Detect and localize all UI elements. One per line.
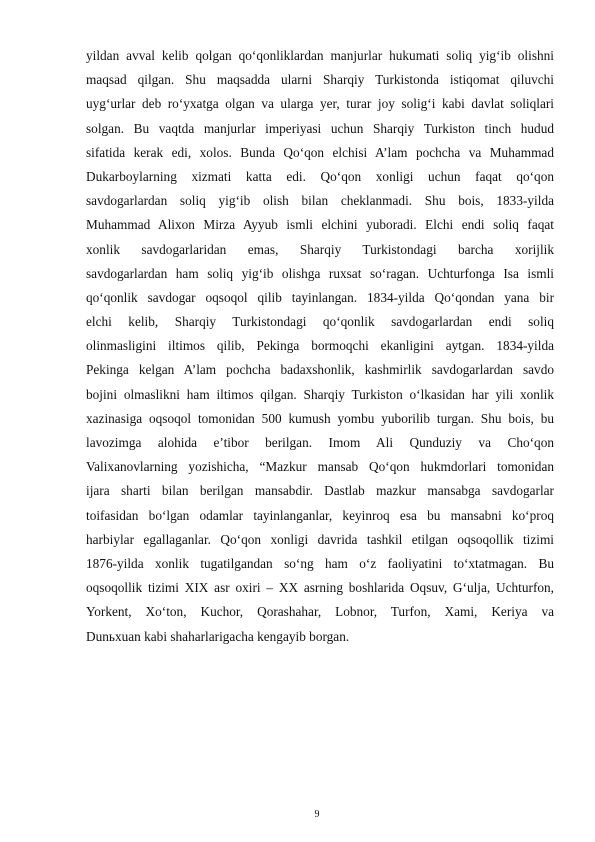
text-line: 1876-yilda xonlik tugatilgandan so‘ng ham o‘z faoliyatini to‘xtatmagan. Bu <box>86 555 554 571</box>
text-line: yildan avval kelib qolgan qo‘qonliklardan manjurlar hukumati soliq yig‘ib olishni <box>86 48 554 63</box>
text-line: bojini olmaslikni ham iltimos qilgan. Sharqiy Turkiston o‘lkasidan har yili xonlik <box>86 386 554 402</box>
text-line: harbiylar egallaganlar. Qo‘qon xonligi davrida tashkil etilgan oqsoqollik tizimi <box>86 531 554 547</box>
text-line: oqsoqollik tizimi XIX asr oxiri – XX asrning boshlarida Oqsuv, G‘ulja, Uchturfon, <box>86 580 554 596</box>
document-body <box>86 44 554 649</box>
text-line: elchi kelib, Sharqiy Turkistondagi qo‘qonlik savdogarlardan endi soliq <box>86 314 554 330</box>
text-line: sifatida kerak edi, xolos. Bunda Qo‘qon elchisi A’lam pochcha va Muhammad <box>86 144 554 160</box>
text-line: toifasidan bo‘lgan odamlar tayinlanganlar, keyinroq esa bu mansabni ko‘proq <box>86 507 554 523</box>
text-line: savdogarlardan soliq yig‘ib olish bilan cheklanmadi. Shu bois, 1833-yilda <box>86 193 554 209</box>
text-line: olinmasligini iltimos qilib, Pekinga bormoqchi ekanligini aytgan. 1834-yilda <box>86 338 554 354</box>
text-line: lavozimga alohida e’tibor berilgan. Imom Ali Qunduziy va Cho‘qon <box>86 435 554 450</box>
text-line: ijara sharti bilan berilgan mansabdir. Dastlab mazkur mansabga savdogarlar <box>86 483 554 499</box>
text-line: Pekinga kelgan A’lam pochcha badaxshonlik, kashmirlik savdogarlardan savdo <box>86 362 554 378</box>
text-line: uyg‘urlar deb ro‘yxatga olgan va ularga yer, turar joy solig‘i kabi davlat soliqlari <box>86 96 554 112</box>
text-line: qo‘qonlik savdogar oqsoqol qilib tayinlangan. 1834-yilda Qo‘qondan yana bir <box>86 289 554 305</box>
text-line: Yorkent, Xo‘ton, Kuchor, Qorashahar, Lobnor, Turfon, Xami, Keriya va <box>86 604 554 620</box>
text-line: savdogarlardan ham soliq yig‘ib olishga ruxsat so‘ragan. Uchturfonga Isa ismli <box>86 265 554 281</box>
page-number: 9 <box>314 809 320 820</box>
text-line-last: Dunьxuan kabi shaharlarigacha kengayib borgan. <box>86 628 350 644</box>
text-line: Muhammad Alixon Mirza Ayyub ismli elchini yuboradi. Elchi endi soliq faqat <box>86 217 554 233</box>
text-line: xazinasiga oqsoqol tomonidan 500 kumush yombu yuborilib turgan. Shu bois, bu <box>86 410 554 426</box>
text-line: Dukarboylarning xizmati katta edi. Qo‘qon xonligi uchun faqat qo‘qon <box>86 168 554 184</box>
text-line: maqsad qilgan. Shu maqsadda ularni Sharqiy Turkistonda istiqomat qiluvchi <box>86 72 554 88</box>
text-line: Valixanovlarning yozishicha, “Mazkur mansab Qo‘qon hukmdorlari tomonidan <box>86 459 554 475</box>
text-line: solgan. Bu vaqtda manjurlar imperiyasi uchun Sharqiy Turkiston tinch hudud <box>86 120 554 136</box>
text-line: xonlik savdogarlaridan emas, Sharqiy Turkistondagi barcha xorijlik <box>86 241 554 257</box>
